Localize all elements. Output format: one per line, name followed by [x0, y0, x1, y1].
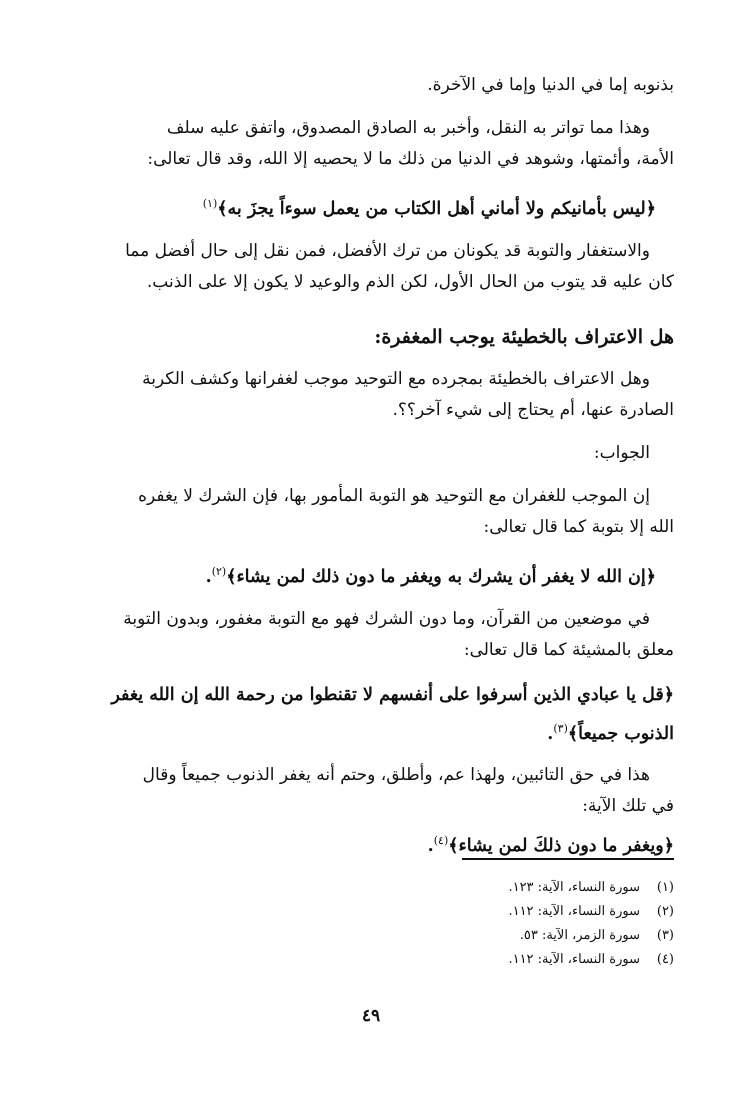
paragraph-5 — [62, 481, 674, 543]
verse-end: . — [205, 566, 212, 587]
text-line: إن الموجب للغفران مع التوحيد هو التوبة المأمور بها، فإن الشرك لا يغفره — [138, 485, 650, 506]
page-number: ٤٩ — [361, 1006, 381, 1026]
footnote-number: (٣) — [656, 928, 674, 943]
text-line: في تلك الآية: — [582, 796, 674, 817]
footnote-ref: (١) — [202, 197, 218, 210]
footnote-number: (٢) — [656, 904, 674, 919]
footnote-text: سورة الزمر، الآية: ٥٣. — [519, 928, 640, 943]
footnote-text: سورة النساء، الآية: ١١٢. — [508, 952, 640, 967]
text-line: الصادرة عنها، أم يحتاج إلى شيء آخر؟؟. — [392, 399, 674, 420]
quran-verse-2 — [62, 555, 674, 594]
footnote-ref: (٢) — [211, 564, 227, 578]
footnote — [300, 876, 674, 900]
section-heading: هل الاعتراف بالخطيئة يوجب المغفرة: — [374, 325, 674, 348]
text-line: هذا في حق التائبين، ولهذا عم، وأطلق، وحتم أنه يغفر الذنوب جميعاً وقال — [142, 765, 650, 786]
verse-text: ﴿ليس بأمانيكم ولا أماني أهل الكتاب من يعمل سوءاً يجزَ به﴾ — [217, 198, 656, 219]
verse-text: الذنوب جميعاً﴾ — [567, 723, 674, 744]
paragraph-7 — [62, 760, 674, 822]
footnote-text: سورة النساء، الآية: ١٢٣. — [508, 880, 640, 895]
paragraph-1 — [62, 70, 674, 101]
footnote-divider — [462, 858, 674, 860]
paragraph-3 — [62, 236, 674, 298]
footnote — [300, 948, 674, 972]
verse-end: . — [427, 836, 434, 857]
paragraph-6 — [62, 604, 674, 666]
text-line: في موضعين من القرآن، وما دون الشرك فهو مع التوبة مغفور، وبدون التوبة — [123, 608, 650, 629]
footnote-number: (٤) — [656, 952, 674, 967]
footnote-number: (١) — [656, 880, 674, 895]
text-line: معلق بالمشيئة كما قال تعالى: — [463, 639, 674, 660]
quran-verse-3 — [62, 678, 674, 751]
verse-end: . — [547, 723, 554, 744]
text-line: والاستغفار والتوبة قد يكونان من ترك الأفضل، فمن نقل إلى حال أفضل مما — [125, 240, 650, 261]
text-line: وهذا مما تواتر به النقل، وأخبر به الصادق المصدوق، واتفق عليه سلف — [166, 118, 650, 138]
footnote-ref: (٤) — [433, 834, 449, 848]
paragraph-2 — [62, 113, 674, 175]
text-line: كان عليه قد يتوب من الحال الأول، لكن الذم والوعيد لا يكون إلا على الذنب. — [146, 271, 674, 292]
footnotes — [300, 876, 674, 972]
text-line: وهل الاعتراف بالخطيئة بمجرده مع التوحيد موجب لغفرانها وكشف الكربة — [142, 368, 650, 389]
text-line: الجواب: — [593, 442, 650, 463]
verse-text: ﴿ويغفر ما دون ذلكَ لمن يشاء﴾ — [448, 836, 674, 857]
page-body — [62, 70, 674, 873]
text-line: الله إلا بتوبة كما قال تعالى: — [483, 516, 674, 537]
footnote-text: سورة النساء، الآية: ١١٢. — [508, 904, 640, 919]
answer-label — [62, 438, 674, 469]
footnote-ref: (٣) — [553, 721, 568, 735]
verse-text: ﴿إن الله لا يغفر أن يشرك به ويغفر ما دون ذلك لمن يشاء﴾ — [226, 566, 656, 587]
text-line: بذنوبه إما في الدنيا وإما في الآخرة. — [427, 75, 674, 95]
text-line: الأمة، وأئمتها، وشوهد في الدنيا من ذلك ما لا يحصيه إلا الله، وقد قال تعالى: — [147, 149, 674, 169]
paragraph-4 — [62, 364, 674, 426]
quran-verse-1 — [62, 187, 674, 226]
verse-text: ﴿قل يا عبادي الذين أسرفوا على أنفسهم لا تقنطوا من رحمة الله إن الله يغفر — [111, 684, 674, 705]
footnote — [300, 900, 674, 924]
footnote — [300, 924, 674, 948]
